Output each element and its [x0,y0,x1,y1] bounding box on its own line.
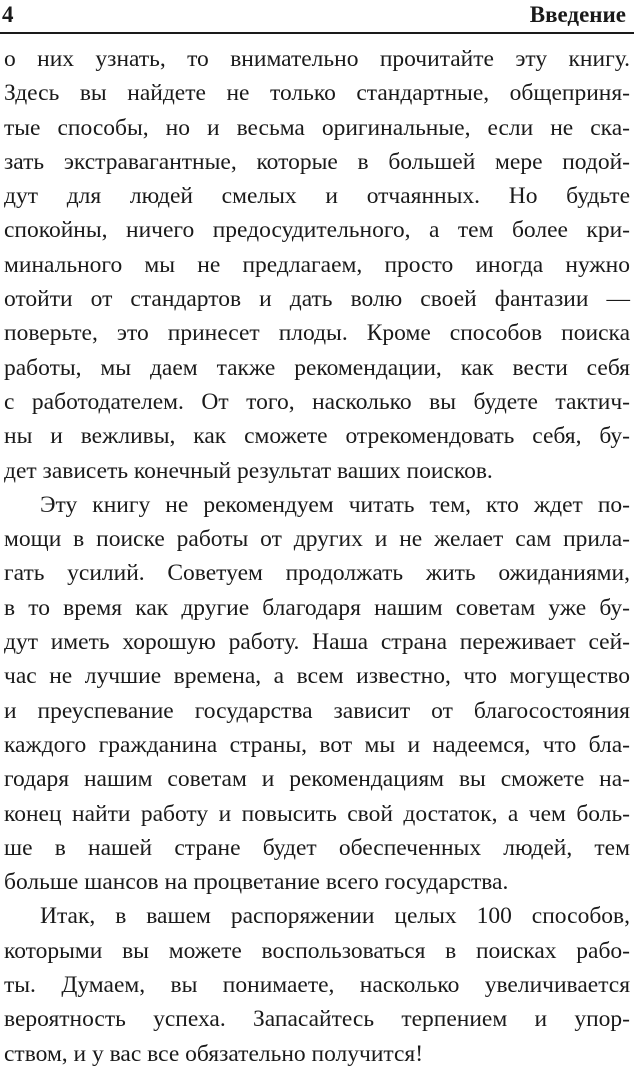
paragraph-start: Эту книгу не рекомендуем читать тем, кто ждет по- [40,491,630,518]
text-line: ством, и у вас все обязательно получится! [4,1040,424,1067]
text-line: мощи в поиске работы от других и не желает сам прила- [4,526,630,553]
text-line: ны и вежливы, как сможете отрекомендовать себя, бу- [4,423,630,450]
text-line: отойти от стандартов и дать волю своей фантазии — [4,286,630,313]
text-line: тые способы, но и весьма оригинальные, если не ска- [4,114,630,141]
paragraph-start: Итак, в вашем распоряжении целых 100 способов, [40,903,630,930]
text-line: о них узнать, то внимательно прочитайте эту книгу. [4,46,630,72]
text-line: дут иметь хорошую работу. Наша страна переживает сей- [4,629,630,656]
text-line: ты. Думаем, вы понимаете, насколько увеличивается [4,972,630,999]
text-line: и преуспевание государства зависит от благосостояния [4,697,630,724]
text-line: дут для людей смелых и отчаянных. Но будьте [4,183,630,210]
page-header [0,0,634,34]
text-line: в то время как другие благодаря нашим советам уже бу- [4,594,630,621]
header-rule [0,32,634,34]
text-line: ше в нашей стране будет обеспеченных людей, тем [4,834,630,861]
text-line: каждого гражданина страны, вот мы и надеемся, что бла- [4,731,630,758]
text-line: дет зависеть конечный результат ваших поисков. [4,457,493,484]
text-line: гать усилий. Советуем продолжать жить ожиданиями, [4,560,630,587]
text-line: поверьте, это принесет плоды. Кроме способов поиска [4,320,630,347]
text-line: которыми вы можете воспользоваться в поисках рабо- [4,937,630,964]
body-text [4,42,630,1071]
text-line: с работодателем. От того, насколько вы будете тактич- [4,388,630,415]
text-line: минального мы не предлагаем, просто иногда нужно [4,251,630,278]
text-line: больше шансов на процветание всего государства. [4,869,509,896]
text-line: час не лучшие времена, а всем известно, что могущество [4,663,630,690]
text-line: работы, мы даем также рекомендации, как вести себя [4,354,630,381]
text-line: спокойны, ничего предосудительного, а тем более кри- [4,217,630,244]
text-line: конец найти работу и повысить свой достаток, а чем боль- [4,800,630,827]
text-line: зать экстравагантные, которые в большей мере подой- [4,148,630,175]
text-line: вероятность успеха. Запасайтесь терпением и упор- [4,1006,630,1033]
page-number: 4 [2,2,14,27]
text-line: Здесь вы найдете не только стандартные, общеприня- [4,80,630,107]
running-title: Введение [529,2,626,27]
text-line: годаря нашим советам и рекомендациям вы сможете на- [4,766,630,793]
